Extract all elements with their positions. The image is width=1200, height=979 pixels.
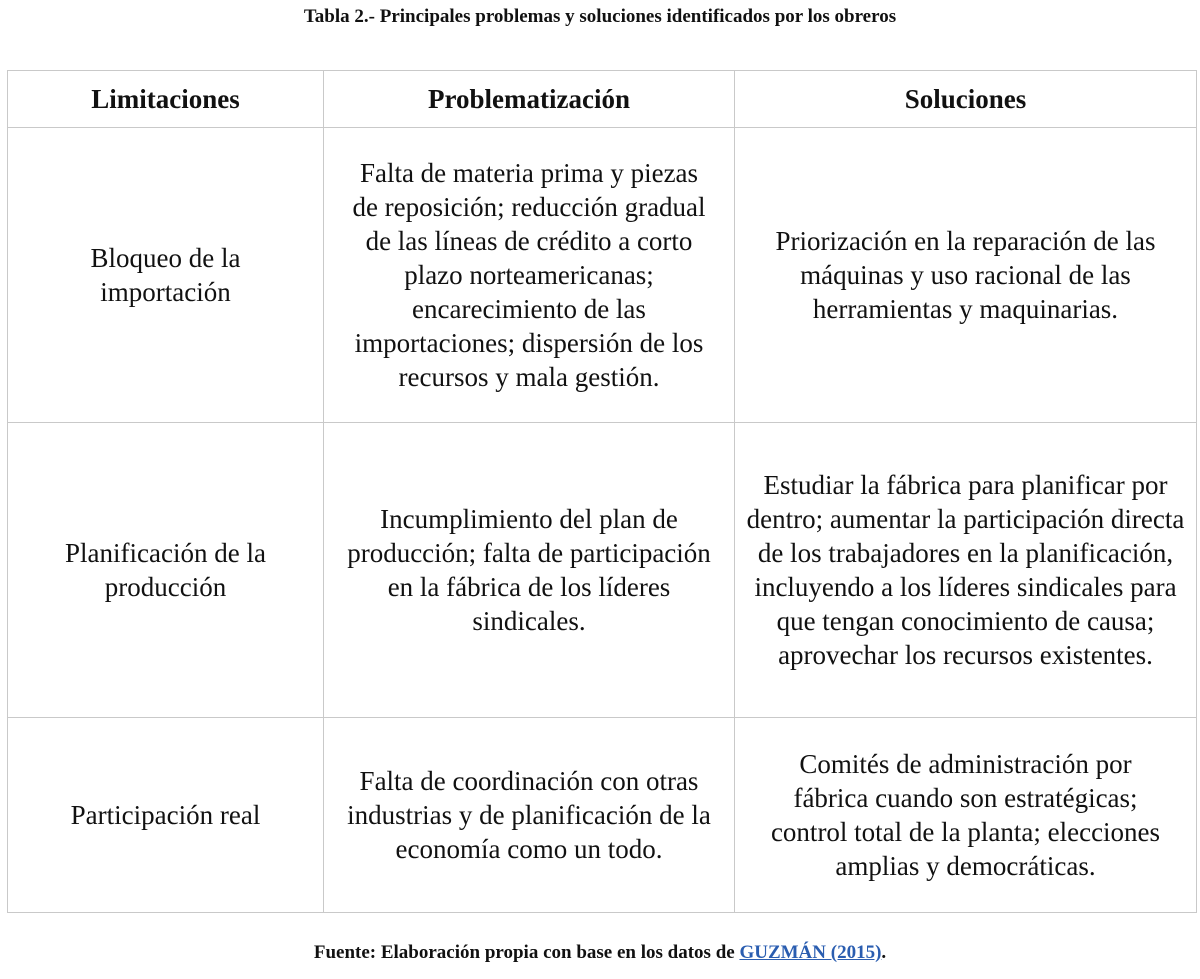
header-problematizacion: Problematización — [324, 71, 735, 128]
cell-problematizacion: Falta de coordinación con otras industrias y de planificación de la economía como un todo. — [324, 718, 735, 913]
table-row — [8, 423, 1197, 718]
cell-problematizacion: Falta de materia prima y piezas de reposición; reducción gradual de las líneas de crédito a corto plazo norteamericanas; encarecimiento de las importaciones; dispersión de los recursos y mala gestión. — [324, 128, 735, 423]
table-header-row — [8, 71, 1197, 128]
table-caption: Tabla 2.- Principales problemas y soluciones identificados por los obreros — [303, 6, 897, 27]
table-row — [8, 718, 1197, 913]
cell-problematizacion: Incumplimiento del plan de producción; falta de participación en la fábrica de los líderes sindicales. — [324, 423, 735, 718]
header-soluciones: Soluciones — [735, 71, 1197, 128]
cell-solucion: Estudiar la fábrica para planificar por dentro; aumentar la participación directa de los trabajadores en la planificación, incluyendo a los líderes sindicales para que tengan conocimiento de causa; aprovechar los recursos existentes. — [735, 423, 1197, 718]
cell-solucion: Comités de administración por fábrica cuando son estratégicas; control total de la planta; elecciones amplias y democráticas. — [735, 718, 1197, 913]
cell-limitacion: Planificación de la producción — [8, 423, 324, 718]
source-note — [0, 940, 1200, 966]
cell-limitacion: Participación real — [8, 718, 324, 913]
header-limitaciones: Limitaciones — [8, 71, 324, 128]
source-prefix: Fuente: Elaboración propia con base en los datos de — [313, 942, 740, 963]
cell-limitacion: Bloqueo de la importación — [8, 128, 324, 423]
table-row — [8, 128, 1197, 423]
source-suffix: . — [881, 942, 887, 963]
cell-solucion: Priorización en la reparación de las máquinas y uso racional de las herramientas y maquinarias. — [735, 128, 1197, 423]
source-citation-link[interactable]: GUZMÁN (2015) — [739, 942, 882, 963]
problems-solutions-table — [7, 70, 1197, 913]
